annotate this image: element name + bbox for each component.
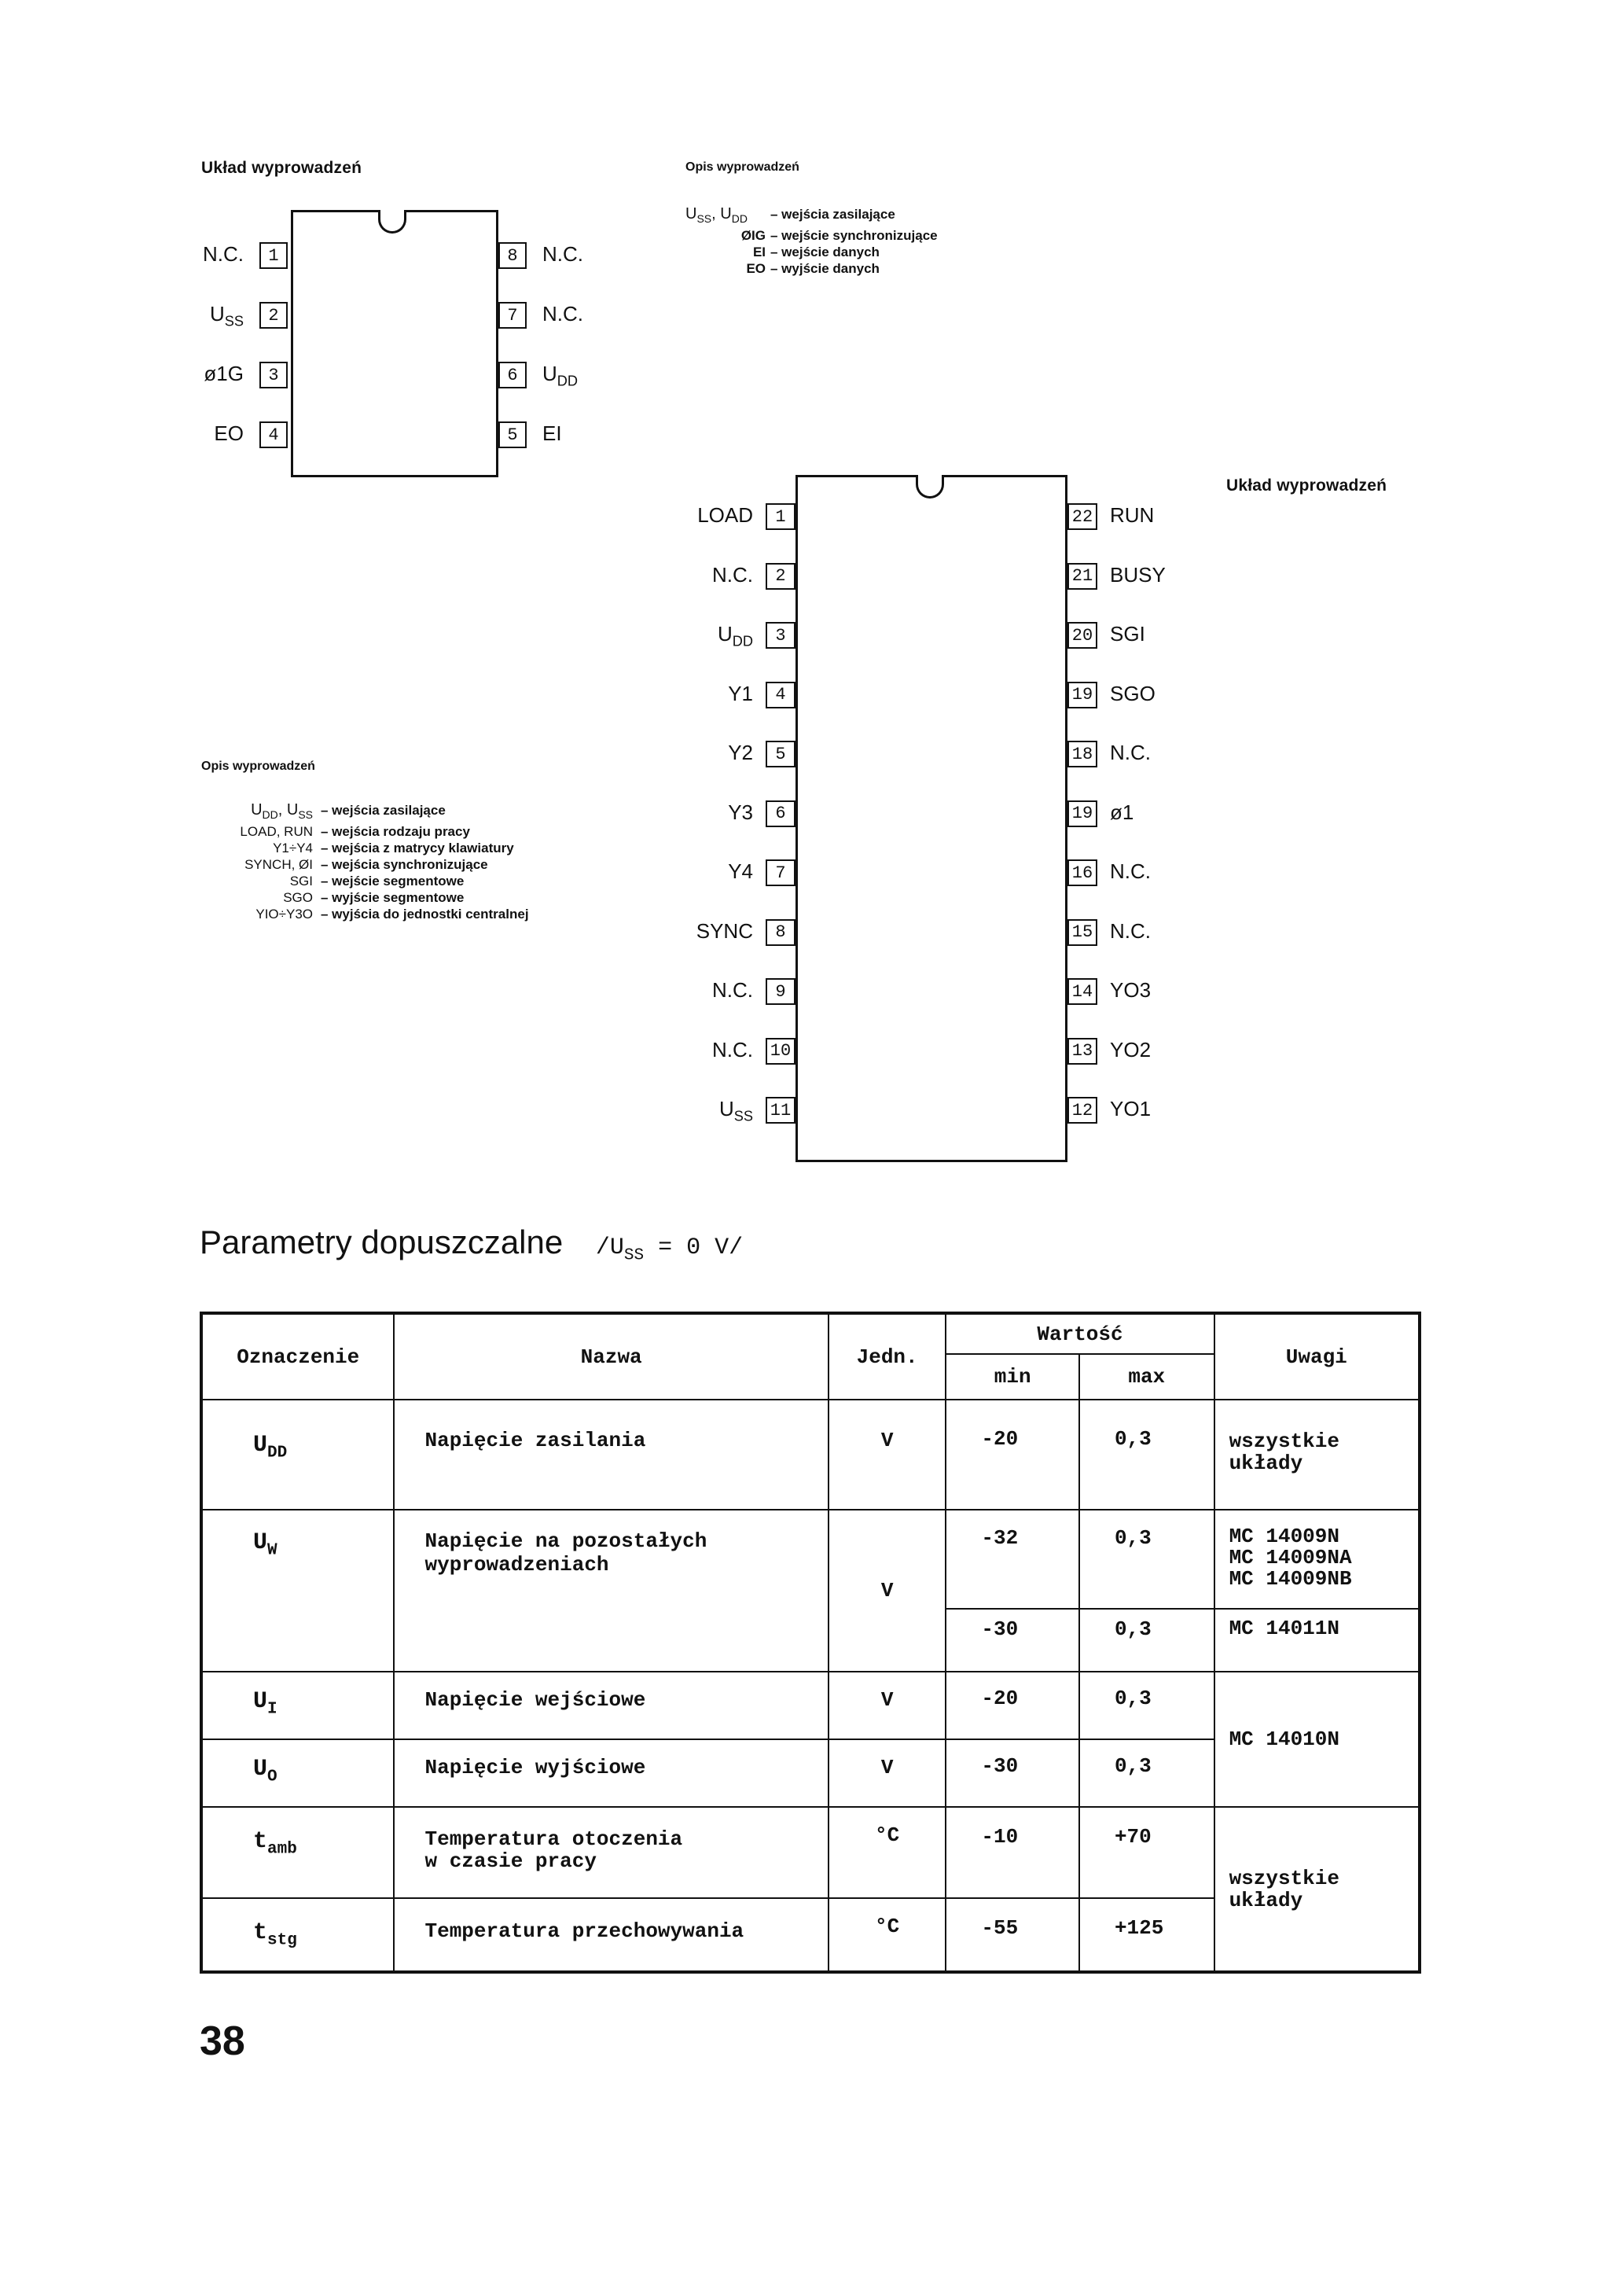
- pin-label: $U_{DD}$: [542, 362, 579, 389]
- cell-symbol: $t_{stg}$: [201, 1898, 394, 1972]
- cell-min: -10: [946, 1807, 1079, 1898]
- pin-number: 21: [1067, 563, 1097, 590]
- pin-number: 4: [766, 682, 795, 708]
- pin-desc-name: $U_{SS}$, $U_{DD}$: [685, 205, 748, 225]
- pin-number: 16: [1067, 859, 1097, 886]
- pin-desc-row: [197, 823, 637, 840]
- cell-symbol: $U_{DD}$: [201, 1400, 394, 1510]
- col-header-symbol: Oznaczenie: [201, 1313, 394, 1400]
- cell-max: 0,3: [1079, 1510, 1214, 1609]
- pin-desc-row: [685, 227, 1031, 244]
- pin-label: Y3: [728, 800, 753, 824]
- pin-label: SGO: [1110, 681, 1156, 705]
- pin-number: 19: [1067, 800, 1097, 827]
- pin-number: 3: [766, 622, 795, 649]
- pin-number: 5: [498, 421, 527, 448]
- pin-number: 22: [1067, 503, 1097, 530]
- pin-label: N.C.: [542, 242, 583, 266]
- cell-name: Temperatura otoczenia w czasie pracy: [394, 1807, 828, 1898]
- ic-8pin-body: [291, 210, 498, 477]
- cell-min: -20: [946, 1400, 1079, 1510]
- table-row: [201, 1672, 1420, 1739]
- pin-label: N.C.: [203, 242, 244, 266]
- table-row: [201, 1400, 1420, 1510]
- pin-label: LOAD: [697, 503, 753, 527]
- pin-number: 6: [766, 800, 795, 827]
- pin-desc-name: $U_{DD}$, $U_{SS}$: [251, 801, 313, 821]
- pin-label: SYNC: [696, 918, 753, 943]
- pin-label: BUSY: [1110, 562, 1166, 587]
- col-header-value: Wartość: [946, 1313, 1214, 1354]
- pin-desc-name: LOAD, RUN: [240, 823, 313, 839]
- pin-desc-row: [685, 206, 1031, 227]
- pin-number: 2: [766, 563, 795, 590]
- pin-number: 8: [766, 919, 795, 946]
- pin-label: N.C.: [542, 302, 583, 326]
- cell-min: -30: [946, 1609, 1079, 1672]
- cell-symbol: $t_{amb}$: [201, 1807, 394, 1898]
- pin-desc-row: [197, 840, 637, 856]
- ic-22pin-body: [795, 475, 1067, 1162]
- col-header-notes: Uwagi: [1214, 1313, 1420, 1400]
- pin-number: 1: [766, 503, 795, 530]
- pin-label: YO1: [1110, 1097, 1152, 1120]
- cell-name: Napięcie zasilania: [394, 1400, 828, 1510]
- ic-22pin-notch: [916, 475, 944, 499]
- pin-desc-row: [197, 856, 637, 873]
- pin-desc-name: YIO÷Y3O: [255, 906, 313, 922]
- pin-desc-text: – wejścia z matrycy klawiatury: [321, 840, 514, 855]
- cell-note: MC 14011N: [1214, 1609, 1420, 1672]
- pin-number: 13: [1067, 1038, 1097, 1065]
- pin-desc-name: SGO: [283, 889, 313, 905]
- table-row: [201, 1807, 1420, 1898]
- pin-label: $U_{DD}$: [717, 622, 753, 649]
- pin-desc-row: [197, 873, 637, 889]
- pin-label: N.C.: [1110, 741, 1151, 764]
- ic-8pin: [189, 206, 597, 489]
- pin-desc-text: – wejścia zasilające: [321, 803, 446, 818]
- pin-number: 7: [498, 302, 527, 329]
- cell-symbol: $U_O$: [201, 1739, 394, 1807]
- params-table: [200, 1312, 1421, 1974]
- pin-number: 19: [1067, 682, 1097, 708]
- pin-label: Y2: [728, 741, 753, 764]
- cell-max: +70: [1079, 1807, 1214, 1898]
- pin-desc-text: – wejścia rodzaju pracy: [321, 823, 470, 839]
- cell-note: MC 14010N: [1214, 1672, 1420, 1807]
- pin-label: N.C.: [1110, 918, 1151, 943]
- cell-min: -20: [946, 1672, 1079, 1739]
- pin-label: EO: [214, 421, 244, 445]
- params-condition: $/U_{SS} = 0$ V/: [595, 1234, 744, 1265]
- pin-desc-list-1: [685, 206, 1031, 277]
- pin-label: Y4: [728, 859, 753, 883]
- pin-label: N.C.: [712, 1037, 753, 1062]
- pin-label: YO2: [1110, 1037, 1152, 1062]
- cell-unit: V: [829, 1510, 946, 1672]
- pin-label: Y1: [728, 681, 753, 705]
- cell-unit: V: [829, 1739, 946, 1807]
- col-header-unit: Jedn.: [829, 1313, 946, 1400]
- params-title: Parametry dopuszczalne: [200, 1223, 564, 1260]
- cell-min: -30: [946, 1739, 1079, 1807]
- cell-min: -32: [946, 1510, 1079, 1609]
- pin-desc-name: SYNCH, ØI: [244, 856, 313, 872]
- pin-number: 4: [259, 421, 288, 448]
- pin-desc-text: – wejście synchronizujące: [770, 227, 938, 243]
- cell-unit: V: [829, 1672, 946, 1739]
- pin-desc-text: – wejścia synchronizujące: [321, 856, 488, 872]
- pin-label: $U_{SS}$: [718, 1097, 753, 1124]
- page-number: 38: [200, 2018, 245, 2064]
- pin-number: 18: [1067, 741, 1097, 767]
- pin-label: $U_{SS}$: [209, 302, 244, 329]
- pin-number: 3: [259, 362, 288, 388]
- ic-8pin-notch: [378, 210, 406, 234]
- pin-desc-text: – wejście segmentowe: [321, 873, 465, 889]
- col-header-min: min: [946, 1354, 1079, 1400]
- cell-note: wszystkie układy: [1214, 1400, 1420, 1510]
- pin-label: ø1G: [204, 362, 244, 385]
- pin-desc-name: EI: [752, 244, 766, 259]
- pin-number: 9: [766, 978, 795, 1005]
- pin-desc-name: EO: [746, 260, 766, 276]
- pin-desc-heading-1: Opis wyprowadzeń: [685, 160, 799, 174]
- pin-desc-name: SGI: [289, 873, 313, 889]
- cell-max: 0,3: [1079, 1400, 1214, 1510]
- cell-note: MC 14009N MC 14009NA MC 14009NB: [1214, 1510, 1420, 1609]
- cell-symbol: $U_I$: [201, 1672, 394, 1739]
- pin-desc-heading-2: Opis wyprowadzeń: [201, 760, 315, 773]
- cell-note: wszystkie układy: [1214, 1807, 1420, 1972]
- pin-desc-row: [197, 906, 637, 922]
- pin-desc-text: – wejścia zasilające: [770, 207, 895, 222]
- pin-label: N.C.: [712, 562, 753, 587]
- pinout-heading-2: Układ wyprowadzeń: [1226, 476, 1387, 495]
- pin-number: 20: [1067, 622, 1097, 649]
- ic-22pin: [676, 469, 1242, 1168]
- pin-desc-name: Y1÷Y4: [273, 840, 313, 855]
- pin-number: 7: [766, 859, 795, 886]
- pin-number: 2: [259, 302, 288, 329]
- table-header-row: [201, 1313, 1420, 1354]
- pin-desc-row: [685, 244, 1031, 260]
- pin-number: 5: [766, 741, 795, 767]
- cell-name: Napięcie na pozostałych wyprowadzeniach: [394, 1510, 828, 1672]
- cell-min: -55: [946, 1898, 1079, 1972]
- cell-name: Temperatura przechowywania: [394, 1898, 828, 1972]
- pin-desc-text: – wejście danych: [770, 244, 880, 259]
- pin-label: ø1: [1110, 800, 1134, 824]
- cell-max: 0,3: [1079, 1739, 1214, 1807]
- params-heading: [200, 1223, 743, 1264]
- pin-desc-row: [685, 260, 1031, 277]
- table-row: [201, 1510, 1420, 1609]
- cell-max: 0,3: [1079, 1609, 1214, 1672]
- pin-desc-text: – wyjścia do jednostki centralnej: [321, 906, 529, 922]
- col-header-name: Nazwa: [394, 1313, 828, 1400]
- cell-unit: °C: [829, 1807, 946, 1898]
- col-header-max: max: [1079, 1354, 1214, 1400]
- pin-desc-row: [197, 889, 637, 906]
- pin-number: 6: [498, 362, 527, 388]
- pin-desc-text: – wyjście segmentowe: [321, 889, 465, 905]
- cell-name: Napięcie wejściowe: [394, 1672, 828, 1739]
- cell-max: 0,3: [1079, 1672, 1214, 1739]
- pin-number: 8: [498, 242, 527, 269]
- pin-label: N.C.: [712, 978, 753, 1002]
- pin-label: EI: [542, 421, 562, 445]
- pin-number: 11: [766, 1097, 795, 1124]
- pin-label: N.C.: [1110, 859, 1151, 883]
- pin-number: 1: [259, 242, 288, 269]
- pin-label: YO3: [1110, 978, 1152, 1002]
- pin-desc-text: – wyjście danych: [770, 260, 880, 276]
- cell-max: +125: [1079, 1898, 1214, 1972]
- pin-number: 15: [1067, 919, 1097, 946]
- pin-desc-name: ØIG: [740, 227, 766, 243]
- pin-number: 14: [1067, 978, 1097, 1005]
- pin-label: SGI: [1110, 622, 1145, 646]
- pin-desc-row: [197, 802, 637, 823]
- cell-unit: °C: [829, 1898, 946, 1972]
- pinout-heading-1: Układ wyprowadzeń: [201, 159, 362, 177]
- cell-symbol: $U_W$: [201, 1510, 394, 1672]
- cell-name: Napięcie wyjściowe: [394, 1739, 828, 1807]
- pin-label: RUN: [1110, 503, 1155, 527]
- pin-number: 10: [766, 1038, 795, 1065]
- cell-unit: V: [829, 1400, 946, 1510]
- pin-desc-list-2: [197, 802, 637, 922]
- pin-number: 12: [1067, 1097, 1097, 1124]
